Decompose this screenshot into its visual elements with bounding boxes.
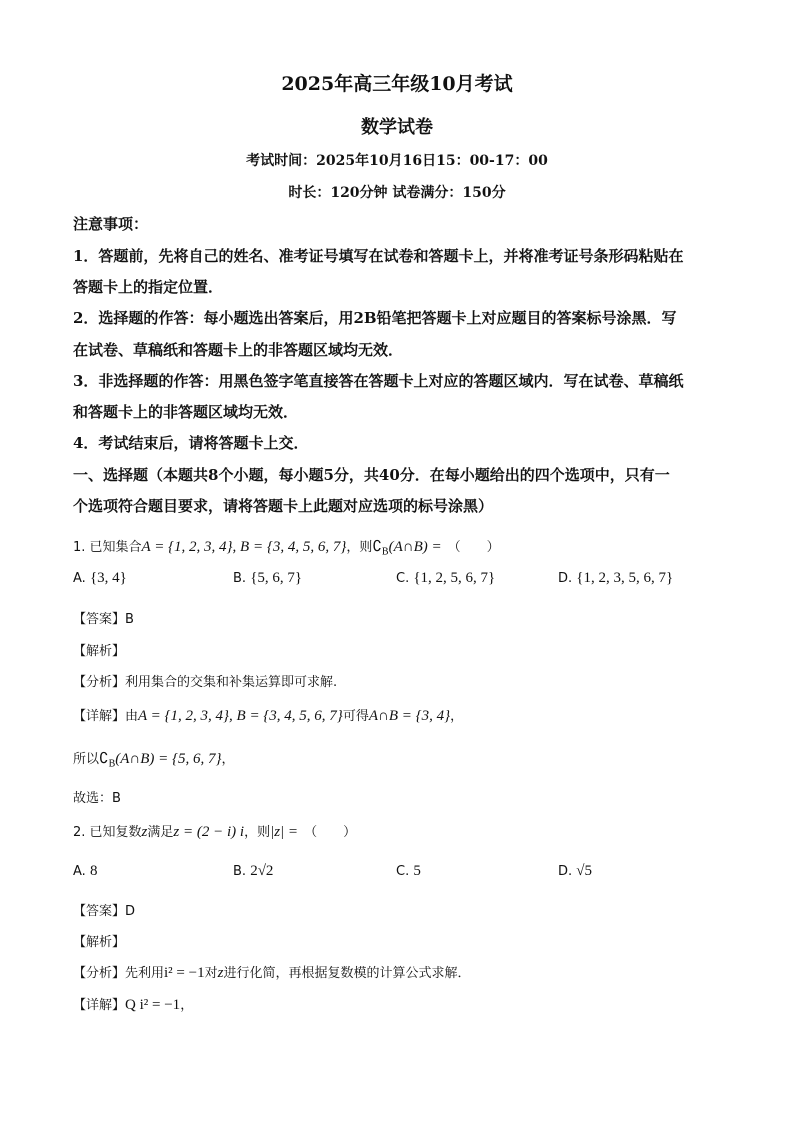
note-2a: 2．选择题的作答：每小题选出答案后，用2B铅笔把答题卡上对应题目的答案标号涂黑．写 [73, 309, 677, 327]
exam-duration: 时长：120分钟 试卷满分：150分 [288, 185, 506, 201]
exam-time: 考试时间：2025年10月16日15：00-17：00 [246, 153, 548, 169]
note-2b: 在试卷、草稿纸和答题卡上的非答题区域均无效． [73, 341, 404, 359]
q1-option-c[interactable]: C. {1, 2, 5, 6, 7} [396, 570, 496, 586]
question-1-stem: 1. 已知集合A = {1, 2, 3, 4}, B = {3, 4, 5, 6, 7}，则$∁_B(A\cap B)$ = （ ） [73, 539, 500, 558]
section-heading-line1: 一、选择题（本题共8个小题，每小题5分，共40分．在每小题给出的四个选项中，只有一 [73, 466, 670, 484]
q2-detail: 【详解】Q i² = −1， [73, 997, 194, 1013]
notes-heading: 注意事项： [73, 215, 149, 233]
q1-answer: 【答案】B [73, 612, 134, 627]
q2-option-b[interactable]: B. 2√2 [233, 863, 274, 879]
q1-fenxi: 【分析】利用集合的交集和补集运算即可求解. [73, 675, 338, 690]
q2-answer: 【答案】D [73, 904, 136, 919]
question-2-stem: 2. 已知复数z满足z = (2 − i) i，则|z| = （ ） [73, 824, 357, 840]
note-3a: 3．非选择题的作答：用黑色签字笔直接答在答题卡上对应的答题区域内．写在试卷、草稿纸 [73, 372, 684, 390]
note-3b: 和答题卡上的非答题区域均无效． [73, 403, 299, 421]
q2-analysis-tag: 【解析】 [73, 935, 126, 950]
q1-detail: 【详解】由A = {1, 2, 3, 4}, B = {3, 4, 5, 6, 7}可得A∩B = {3, 4}， [73, 708, 464, 724]
q2-fenxi: 【分析】先利用i² = −1对z进行化简，再根据复数模的计算公式求解． [73, 965, 471, 981]
q2-option-a[interactable]: A. 8 [73, 863, 98, 879]
page-title: 2025年高三年级10月考试 [281, 73, 513, 95]
q1-choice: 故选：B [73, 791, 121, 806]
q1-so: 所以$∁_B(A\cap B) = \{5$, 6, 7}， [73, 751, 235, 770]
q1-option-a[interactable]: A. {3, 4} [73, 570, 127, 586]
section-heading-line2: 个选项符合题目要求，请将答题卡上此题对应选项的标号涂黑） [73, 497, 494, 515]
q1-analysis-tag: 【解析】 [73, 644, 126, 659]
note-1b: 答题卡上的指定位置． [73, 278, 224, 296]
q2-option-d[interactable]: D. √5 [558, 863, 593, 879]
q1-option-b[interactable]: B. {5, 6, 7} [233, 570, 303, 586]
note-1a: 1．答题前，先将自己的姓名、准考证号填写在试卷和答题卡上，并将准考证号条形码粘贴在 [73, 247, 684, 265]
q1-option-d[interactable]: D. {1, 2, 3, 5, 6, 7} [558, 570, 674, 586]
paper-subtitle: 数学试卷 [361, 117, 433, 138]
q2-option-c[interactable]: C. 5 [396, 863, 421, 879]
note-4: 4．考试结束后，请将答题卡上交． [73, 434, 309, 452]
